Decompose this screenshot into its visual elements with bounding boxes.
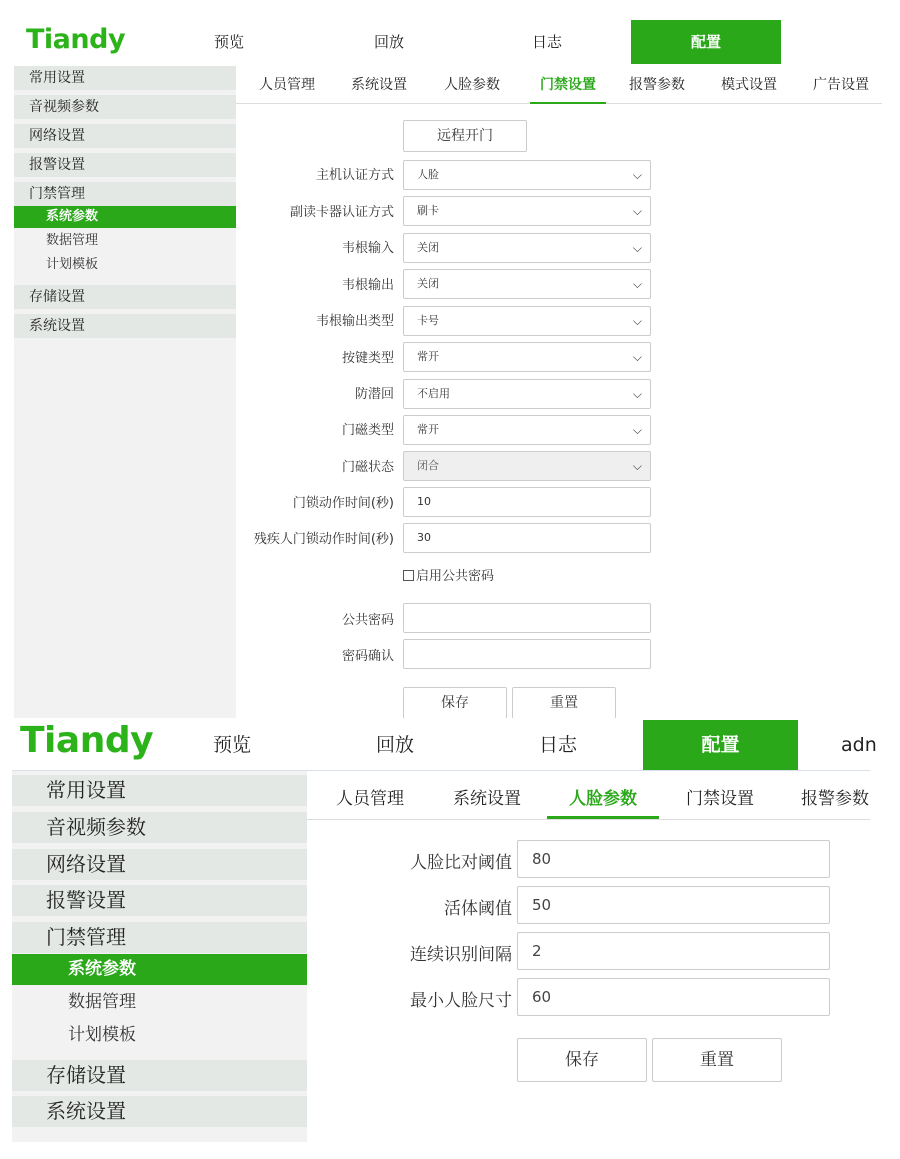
tab-face-params[interactable]: 人脸参数 (547, 779, 659, 819)
top-navigation (14, 20, 882, 66)
sidebar-item-system-params[interactable]: 系统参数 (12, 954, 307, 985)
sidebar-item-common-settings[interactable]: 常用设置 (14, 66, 236, 90)
door-access-settings-panel (14, 20, 882, 720)
disabled-lock-time-input[interactable]: 30 (403, 523, 651, 553)
anti-passback-value: 不启用 (417, 387, 450, 400)
nav-log[interactable]: 日志 (531, 33, 562, 51)
tab-personnel[interactable]: 人员管理 (259, 77, 315, 93)
save-button[interactable]: 保存 (403, 687, 507, 719)
nav-playback[interactable]: 回放 (375, 734, 414, 756)
reset-button[interactable]: 重置 (512, 687, 616, 719)
tab-ad-settings[interactable]: 广告设置 (813, 77, 869, 93)
chevron-down-icon: ⌵ (632, 204, 642, 218)
door-sensor-state-label: 门磁状态 (341, 460, 394, 475)
tab-door-settings[interactable]: 门禁设置 (530, 66, 606, 104)
wiegand-input-select[interactable] (403, 233, 651, 263)
wiegand-output-select[interactable] (403, 269, 651, 299)
sidebar-item-common-settings[interactable]: 常用设置 (12, 775, 307, 806)
recognition-interval-input[interactable]: 2 (517, 932, 830, 970)
sidebar (14, 66, 236, 720)
nav-preview[interactable]: 预览 (212, 734, 251, 756)
host-auth-select[interactable] (403, 160, 651, 190)
sidebar-item-alarm[interactable]: 报警设置 (12, 885, 307, 916)
door-sensor-state-value: 闭合 (417, 459, 439, 472)
wiegand-output-type-label: 韦根输出类型 (315, 314, 394, 329)
public-password-checkbox[interactable] (403, 565, 494, 584)
wiegand-input-value: 关闭 (417, 241, 439, 254)
tab-door-settings[interactable]: 门禁设置 (686, 789, 754, 809)
wiegand-output-type-select[interactable] (403, 306, 651, 336)
lock-time-label: 门锁动作时间(秒) (292, 496, 394, 511)
password-confirm-input[interactable] (403, 639, 651, 669)
sidebar-item-schedule-template[interactable]: 计划模板 (46, 257, 99, 272)
tab-personnel[interactable]: 人员管理 (336, 789, 404, 809)
tab-bar (236, 66, 882, 104)
tiandy-logo: Tiandy (20, 720, 154, 761)
chevron-down-icon: ⌵ (632, 277, 642, 291)
checkbox-box[interactable] (403, 570, 414, 581)
sidebar-item-storage[interactable]: 存储设置 (12, 1060, 307, 1091)
sidebar (12, 771, 307, 1142)
tiandy-logo: Tiandy (26, 24, 126, 55)
sub-reader-auth-label: 副读卡器认证方式 (289, 205, 394, 220)
face-match-threshold-label: 人脸比对阈值 (410, 853, 512, 873)
tab-bar (307, 771, 870, 820)
door-sensor-type-label: 门磁类型 (341, 423, 394, 438)
sidebar-item-storage[interactable]: 存储设置 (14, 285, 236, 309)
anti-passback-label: 防潜回 (354, 387, 394, 402)
sidebar-item-av-params[interactable]: 音视频参数 (12, 812, 307, 843)
chevron-down-icon: ⌵ (632, 168, 642, 182)
face-params-panel (12, 718, 877, 1142)
chevron-down-icon: ⌵ (632, 314, 642, 328)
nav-playback[interactable]: 回放 (373, 33, 404, 51)
sidebar-item-network[interactable]: 网络设置 (14, 124, 236, 148)
public-password-label: 公共密码 (341, 613, 394, 628)
tab-alarm-params[interactable]: 报警参数 (629, 77, 685, 93)
sidebar-item-data-management[interactable]: 数据管理 (68, 992, 136, 1012)
host-auth-label: 主机认证方式 (315, 168, 394, 183)
liveness-threshold-input[interactable]: 50 (517, 886, 830, 924)
min-face-size-label: 最小人脸尺寸 (410, 991, 512, 1011)
wiegand-output-value: 关闭 (417, 277, 439, 290)
password-confirm-label: 密码确认 (341, 649, 394, 664)
chevron-down-icon: ⌵ (632, 423, 642, 437)
wiegand-output-label: 韦根输出 (341, 278, 394, 293)
public-password-input[interactable] (403, 603, 651, 633)
recognition-interval-label: 连续识别间隔 (410, 945, 512, 965)
sidebar-item-system-settings[interactable]: 系统设置 (14, 314, 236, 338)
tab-alarm-params[interactable]: 报警参数 (801, 789, 869, 809)
sidebar-item-av-params[interactable]: 音视频参数 (14, 95, 236, 119)
sidebar-item-data-management[interactable]: 数据管理 (46, 233, 99, 248)
tab-system-settings[interactable]: 系统设置 (351, 77, 407, 93)
nav-config[interactable]: 配置 (631, 20, 781, 64)
chevron-down-icon: ⌵ (632, 459, 642, 473)
tab-system-settings[interactable]: 系统设置 (453, 789, 521, 809)
main-content (307, 771, 870, 1142)
sidebar-item-system-params[interactable]: 系统参数 (14, 206, 236, 228)
button-type-select[interactable] (403, 342, 651, 372)
chevron-down-icon: ⌵ (632, 350, 642, 364)
sidebar-item-alarm[interactable]: 报警设置 (14, 153, 236, 177)
wiegand-input-label: 韦根输入 (341, 241, 394, 256)
sidebar-item-network[interactable]: 网络设置 (12, 849, 307, 880)
tab-face-params[interactable]: 人脸参数 (444, 77, 500, 93)
remote-open-door-button[interactable]: 远程开门 (403, 120, 527, 152)
public-password-checkbox-label: 启用公共密码 (416, 569, 495, 584)
nav-preview[interactable]: 预览 (213, 33, 244, 51)
chevron-down-icon: ⌵ (632, 241, 642, 255)
door-sensor-state-select (403, 451, 651, 481)
sidebar-item-system-settings[interactable]: 系统设置 (12, 1096, 307, 1127)
anti-passback-select[interactable] (403, 379, 651, 409)
button-type-label: 按键类型 (341, 351, 394, 366)
save-button[interactable]: 保存 (517, 1038, 647, 1082)
nav-config[interactable]: 配置 (643, 720, 798, 770)
sidebar-item-access-control[interactable]: 门禁管理 (14, 182, 236, 206)
host-auth-value: 人脸 (417, 168, 439, 181)
main-content (236, 66, 882, 720)
liveness-threshold-label: 活体阈值 (444, 899, 512, 919)
sub-reader-auth-value: 刷卡 (417, 204, 439, 217)
reset-button[interactable]: 重置 (652, 1038, 782, 1082)
user-name[interactable]: adn (841, 734, 877, 756)
sidebar-item-schedule-template[interactable]: 计划模板 (68, 1025, 136, 1045)
tab-mode-settings[interactable]: 模式设置 (721, 77, 777, 93)
sub-reader-auth-select[interactable] (403, 196, 651, 226)
door-sensor-type-value: 常开 (417, 423, 439, 436)
lock-time-input[interactable]: 10 (403, 487, 651, 517)
nav-log[interactable]: 日志 (538, 734, 577, 756)
chevron-down-icon: ⌵ (632, 387, 642, 401)
min-face-size-input[interactable]: 60 (517, 978, 830, 1016)
face-match-threshold-input[interactable]: 80 (517, 840, 830, 878)
button-type-value: 常开 (417, 350, 439, 363)
sidebar-item-access-control[interactable]: 门禁管理 (12, 922, 307, 953)
disabled-lock-time-label: 残疾人门锁动作时间(秒) (253, 532, 394, 547)
door-sensor-type-select[interactable] (403, 415, 651, 445)
wiegand-output-type-value: 卡号 (417, 314, 439, 327)
